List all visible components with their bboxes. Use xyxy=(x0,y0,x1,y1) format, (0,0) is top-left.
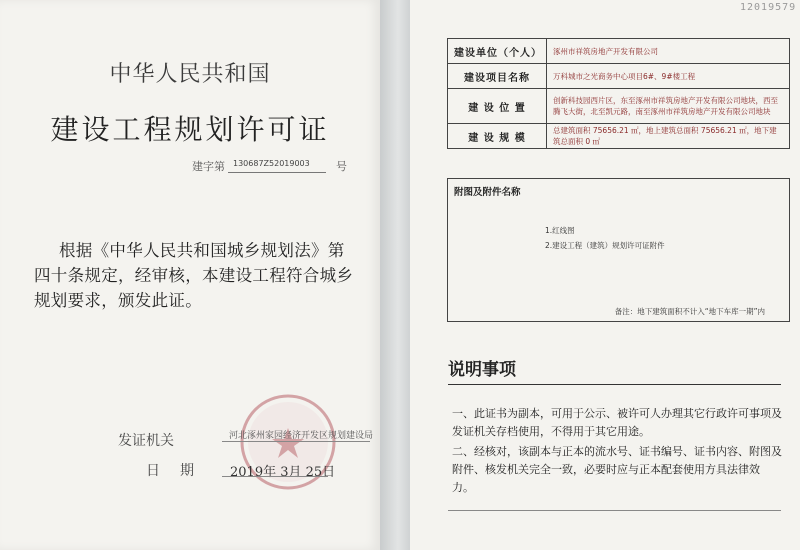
legal-basis-line: 四十条规定，经审核，本建设工程符合城乡 xyxy=(34,266,354,285)
notes-title: 说明事项 xyxy=(448,360,516,380)
table-row xyxy=(448,89,790,124)
notes-line: 一、此证书为副本，可用于公示、被许可人办理其它行政许可事项及 xyxy=(452,407,782,420)
row-value: 万科城市之光商务中心项目6#、9#楼工程 xyxy=(547,64,790,89)
notes-line: 发证机关存档使用，不得用于其它用途。 xyxy=(452,425,650,438)
notes-line: 附件、核发机关完全一致，必要时应与正本配套使用方具法律效 xyxy=(452,463,760,476)
row-value: 总建筑面积 75656.21 ㎡，地上建筑总面积 75656.21 ㎡，地下建筑总面积 0 ㎡ xyxy=(547,124,790,149)
certificate-right-page xyxy=(410,0,800,550)
issuer-underline xyxy=(222,441,370,442)
row-value: 创新科技园西片区，东至涿州市祥筑房地产开发有限公司地块，西至腾飞大街，北至凯元路，南至涿州市祥筑房地产开发有限公司地块 xyxy=(547,89,790,124)
row-label: 建设单位（个人） xyxy=(448,39,547,64)
document-code: 12019579 xyxy=(740,2,797,13)
certificate-number-suffix: 号 xyxy=(336,160,347,173)
notes-divider xyxy=(448,384,781,385)
issue-date-value: 2019年 3月 25日 xyxy=(230,465,336,480)
date-label: 日 xyxy=(146,463,160,479)
certificate-number-label: 建字第 xyxy=(192,160,225,173)
remarks-note: 备注：地下建筑面积不计入“地下车库一期”内 xyxy=(614,307,765,316)
issuer-value: 河北涿州家园经济开发区规划建设局 xyxy=(229,431,374,441)
issuer-label: 发证机关 xyxy=(118,433,174,449)
table-row xyxy=(448,64,790,89)
attachment-item: 2.建设工程（建筑）规划许可证附件 xyxy=(545,241,665,250)
notes-bottom-rule xyxy=(448,510,781,511)
certificate-title: 建设工程规划许可证 xyxy=(50,113,330,146)
project-info-table xyxy=(447,38,790,149)
certificate-number-underline xyxy=(228,172,326,173)
row-label: 建设项目名称 xyxy=(448,64,547,89)
date-label: 期 xyxy=(180,463,194,479)
notes-line: 二、经核对，该副本与正本的流水号、证书编号、证书内容、附图及 xyxy=(452,445,782,458)
certificate-left-page xyxy=(0,0,380,550)
legal-basis-line: 根据《中华人民共和国城乡规划法》第 xyxy=(59,241,345,260)
row-label: 建 设 位 置 xyxy=(448,89,547,124)
country-heading: 中华人民共和国 xyxy=(109,62,271,87)
attachments-title: 附图及附件名称 xyxy=(454,187,521,198)
legal-basis-line: 规划要求，颁发此证。 xyxy=(34,291,202,310)
row-label: 建 设 规 模 xyxy=(448,124,547,149)
table-row xyxy=(448,124,790,149)
date-underline xyxy=(222,476,328,477)
attachments-box xyxy=(447,178,790,322)
page-gutter xyxy=(380,0,410,550)
table-row xyxy=(448,39,790,64)
attachment-item: 1.红线图 xyxy=(545,226,575,235)
notes-line: 力。 xyxy=(452,481,474,494)
certificate-number-value: 130687Z52019003 xyxy=(233,159,310,168)
row-value: 涿州市祥筑房地产开发有限公司 xyxy=(547,39,790,64)
